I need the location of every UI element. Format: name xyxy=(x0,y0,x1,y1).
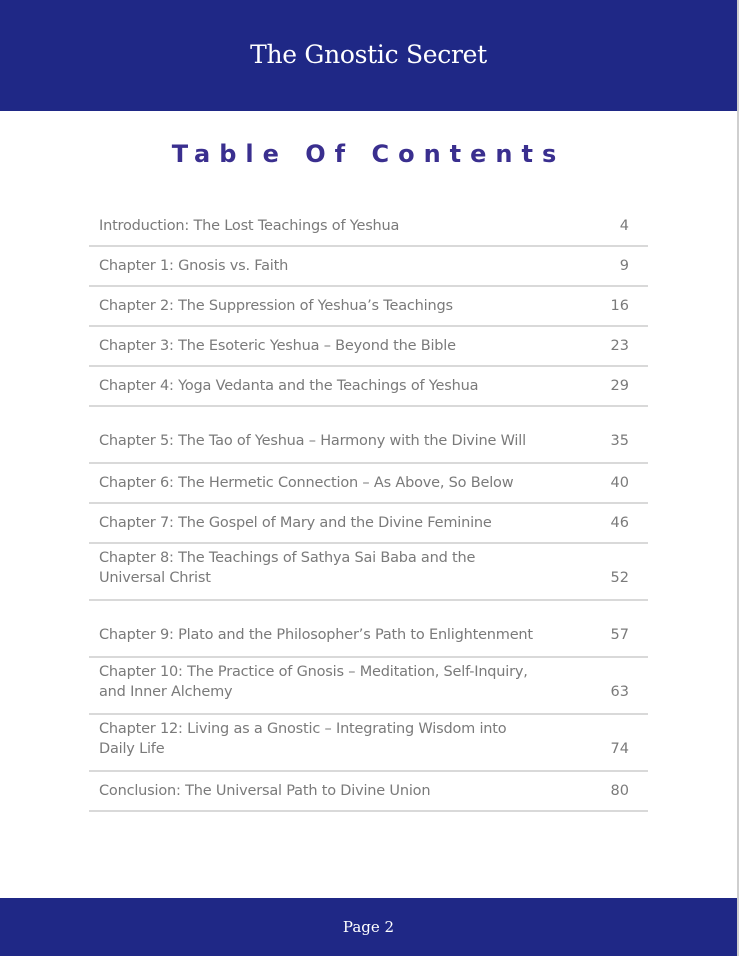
toc-entry-page: 23 xyxy=(610,338,629,354)
toc-entry-title: Chapter 3: The Esoteric Yeshua – Beyond the Bible xyxy=(99,338,456,354)
toc-entry-title: Chapter 8: The Teachings of Sathya Sai Baba and the Universal Christ xyxy=(99,550,476,586)
toc-entry[interactable] xyxy=(89,247,648,287)
toc-entry[interactable] xyxy=(89,464,648,504)
toc-entry[interactable] xyxy=(89,715,648,772)
toc-entry-page: 40 xyxy=(610,475,629,491)
toc-entry-page: 4 xyxy=(619,218,629,234)
toc-entry-page: 9 xyxy=(619,258,629,274)
toc-entry-page: 74 xyxy=(610,741,629,757)
page-footer xyxy=(0,898,737,956)
toc-entry-page: 57 xyxy=(610,627,629,643)
book-title: The Gnostic Secret xyxy=(250,40,487,69)
toc-entry-title: Chapter 6: The Hermetic Connection – As Above, So Below xyxy=(99,475,514,491)
toc-entry-title: Introduction: The Lost Teachings of Yeshua xyxy=(99,218,400,234)
toc-entry[interactable] xyxy=(89,407,648,464)
toc-entry-title: Chapter 10: The Practice of Gnosis – Meditation, Self-Inquiry, and Inner Alchemy xyxy=(99,664,528,700)
toc-entry[interactable] xyxy=(89,367,648,407)
toc-entry-title: Chapter 7: The Gospel of Mary and the Divine Feminine xyxy=(99,515,492,531)
toc-heading: Table Of Contents xyxy=(171,140,566,168)
toc-entry[interactable] xyxy=(89,772,648,812)
toc-entry-page: 46 xyxy=(610,515,629,531)
page-header xyxy=(0,0,737,111)
toc-entry-page: 35 xyxy=(610,433,629,449)
toc-entry[interactable] xyxy=(89,601,648,658)
toc-entry-title: Chapter 9: Plato and the Philosopher’s Path to Enlightenment xyxy=(99,627,533,643)
toc-entry-page: 80 xyxy=(610,783,629,799)
toc-entry[interactable] xyxy=(89,504,648,544)
toc-entry-title: Chapter 2: The Suppression of Yeshua’s Teachings xyxy=(99,298,453,314)
toc-entry[interactable] xyxy=(89,658,648,715)
toc-entry-title: Conclusion: The Universal Path to Divine Union xyxy=(99,783,431,799)
toc-entry-title: Chapter 12: Living as a Gnostic – Integrating Wisdom into Daily Life xyxy=(99,721,507,757)
page-number: Page 2 xyxy=(342,918,395,936)
toc-entry-page: 52 xyxy=(610,570,629,586)
toc-entry-page: 16 xyxy=(610,298,629,314)
toc-entry[interactable] xyxy=(89,205,648,247)
toc-entry-title: Chapter 4: Yoga Vedanta and the Teachings of Yeshua xyxy=(99,378,479,394)
toc-entry[interactable] xyxy=(89,327,648,367)
toc-entry[interactable] xyxy=(89,544,648,601)
toc-entry[interactable] xyxy=(89,287,648,327)
toc-entry-title: Chapter 1: Gnosis vs. Faith xyxy=(99,258,289,274)
table-of-contents xyxy=(89,205,648,812)
toc-entry-page: 63 xyxy=(610,684,629,700)
toc-entry-title: Chapter 5: The Tao of Yeshua – Harmony with the Divine Will xyxy=(99,433,526,449)
toc-entry-page: 29 xyxy=(610,378,629,394)
